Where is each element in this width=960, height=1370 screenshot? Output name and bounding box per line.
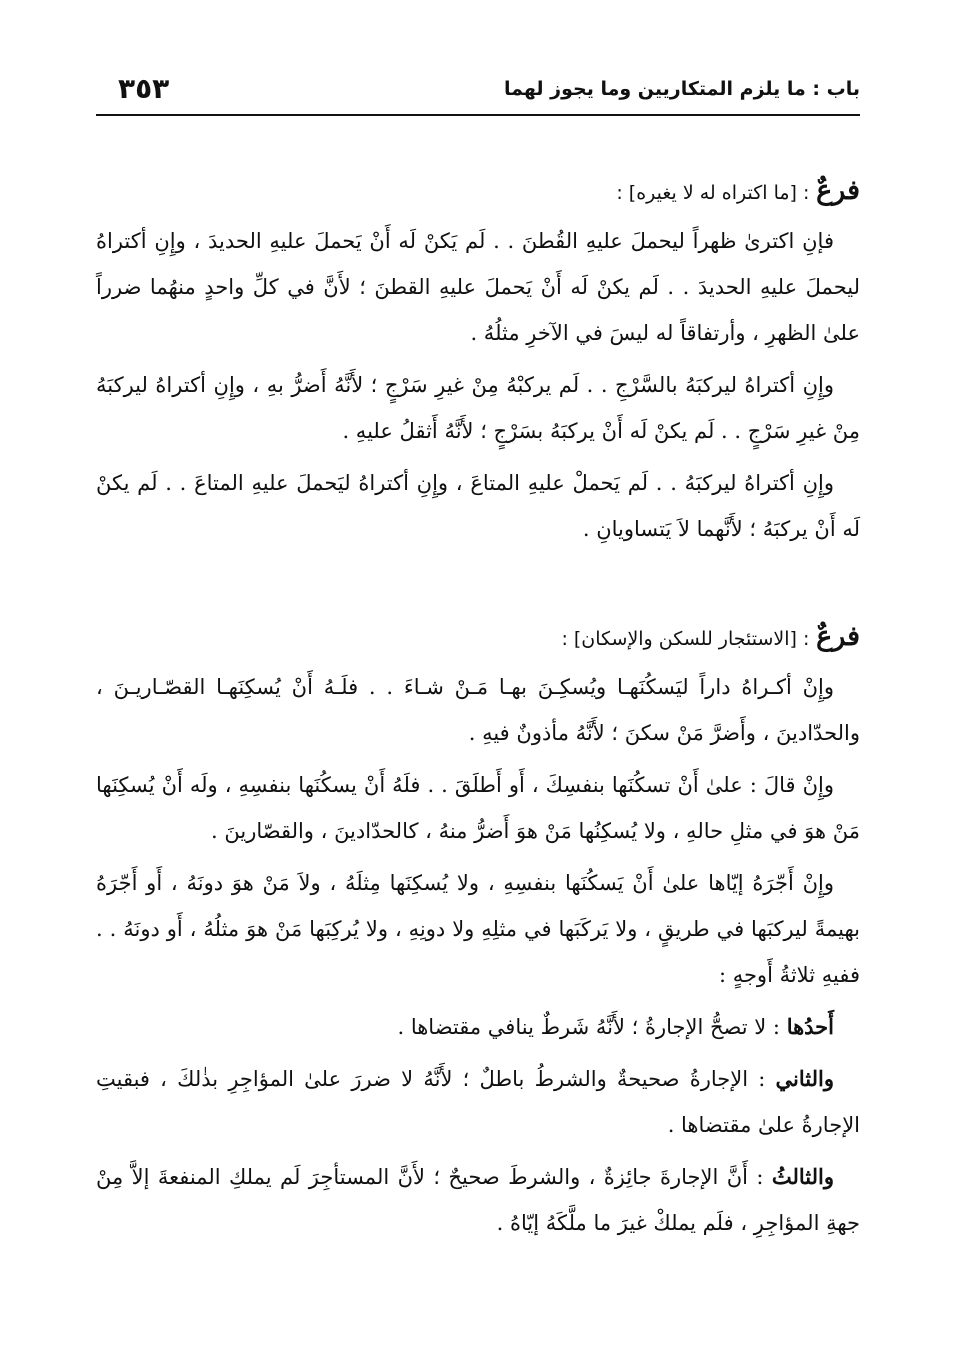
view-paragraph-second xyxy=(96,1056,860,1148)
page-number: ٣٥٣ xyxy=(118,72,170,105)
paragraph: وإِنِ أكتراهُ ليركبَهُ بالسَّرْجِ . . لَم يركبْهُ مِنْ غيرِ سَرْجٍ ؛ لأَنَّهُ أَضرُّ بهِ ، وإِنِ أكتراهُ ليركبَهُ مِنْ غيرِ سَرْجٍ . . لَم يكنْ لَه أَنْ يركبَهُ بسَرْجٍ ؛ لأَنَّهُ أَثقلُ عليهِ . xyxy=(96,373,860,443)
section-label: فرعٌ xyxy=(816,175,860,206)
section-heading-2 xyxy=(96,614,860,662)
section-title: : [ما اكتراه له لا يغيره] : xyxy=(616,182,810,204)
paragraph: وإِنِ أكتراهُ ليركبَهُ . . لَم يَحملْ عليهِ المتاعَ ، وإِنِ أكتراهُ ليَحملَ عليهِ المتاعَ . . لَم يكنْ لَه أَنْ يركبَهُ ؛ لأَنَّهما لاَ يَتساويانِ . xyxy=(96,471,860,541)
running-title: باب : ما يلزم المتكاريين وما يجوز لهما xyxy=(504,78,860,100)
view-lead: والثالثُ xyxy=(771,1164,834,1189)
view-text: : الإجارةُ صحيحةٌ والشرطُ باطلٌ ؛ لأَنَّهُ لا ضررَ علىٰ المؤاجِرِ بذٰلكَ ، فبقيتِ الإجارةُ علىٰ مقتضاها . xyxy=(96,1067,860,1137)
section-title: : [الاستئجار للسكن والإسكان] : xyxy=(561,628,810,650)
paragraph: وإِنْ أَجّرَهُ إيّاها علىٰ أَنْ يَسكُنَها بنفسِهِ ، ولا يُسكِنَها مِثلَهُ ، ولاَ مَنْ هوَ دونَهُ ، أَو أَجّرَهُ بهيمةً ليركبَها في طريقٍ ، ولا يَركَبَها في مثلِهِ ولا دونِهِ ، ولا يُركِبَها مَنْ هوَ مثلُهُ ، أَو دونَهُ . . ففيهِ ثلاثةُ أَوجهٍ : xyxy=(96,871,860,987)
page-body xyxy=(96,168,860,1252)
view-lead: أَحدُها xyxy=(786,1014,834,1039)
view-paragraph-third xyxy=(96,1154,860,1246)
view-text: : أَنَّ الإجارةَ جائِزةٌ ، والشرطَ صحيحٌ ؛ لأَنَّ المستأجِرَ لَم يملكِ المنفعةَ إلاَّ مِنْ جهةِ المؤاجِرِ ، فلَم يملكْ غيرَ ما ملَّكَهُ إيّاهُ . xyxy=(96,1165,860,1235)
view-lead: والثاني xyxy=(775,1066,834,1091)
paragraph: فإنِ اكترىٰ ظهراً ليحملَ عليهِ القُطنَ . . لَم يَكنْ لَه أَنْ يَحملَ عليهِ الحديدَ ، وإِنِ أكتراهُ ليحملَ عليهِ الحديدَ . . لَم يكنْ لَه أَنْ يَحملَ عليهِ القطنَ ؛ لأَنَّ في كلِّ واحدٍ منهُما ضرراً علىٰ الظهرِ ، وأرتفاقاً له ليسَ في الآخرِ مثلُهُ . xyxy=(96,229,860,345)
section-spacer xyxy=(96,558,860,614)
page-header xyxy=(96,70,860,116)
view-paragraph-first xyxy=(96,1004,860,1050)
paragraph: وإِنْ قالَ : علىٰ أَنْ تسكُنَها بنفسِكَ ، أَو أَطلَقَ . . فلَهُ أَنْ يسكُنَها بنفسِهِ ، ولَه أَنْ يُسكِنَها مَنْ هوَ في مثلِ حالهِ ، ولا يُسكِنُها مَنْ هوَ أَضرُّ منهُ ، كالحدّادينَ ، والقصّارينَ . xyxy=(96,773,860,843)
section-heading-1 xyxy=(96,168,860,216)
paragraph: وإِنْ أكـراهُ داراً ليَسكُنَهـا ويُسكِـنَ بهـا مَـنْ شـاءَ . . فلَـهُ أَنْ يُسكِنَهـا القصّـاريـنَ ، والحدّادينَ ، وأَضرَّ مَنْ سكنَ ؛ لأَنَّهُ مأذونٌ فيهِ . xyxy=(96,675,860,745)
section-label: فرعٌ xyxy=(816,621,860,652)
view-text: : لا تصحُّ الإجارةُ ؛ لأَنَّهُ شَرطٌ ينافي مقتضاها . xyxy=(397,1015,787,1039)
